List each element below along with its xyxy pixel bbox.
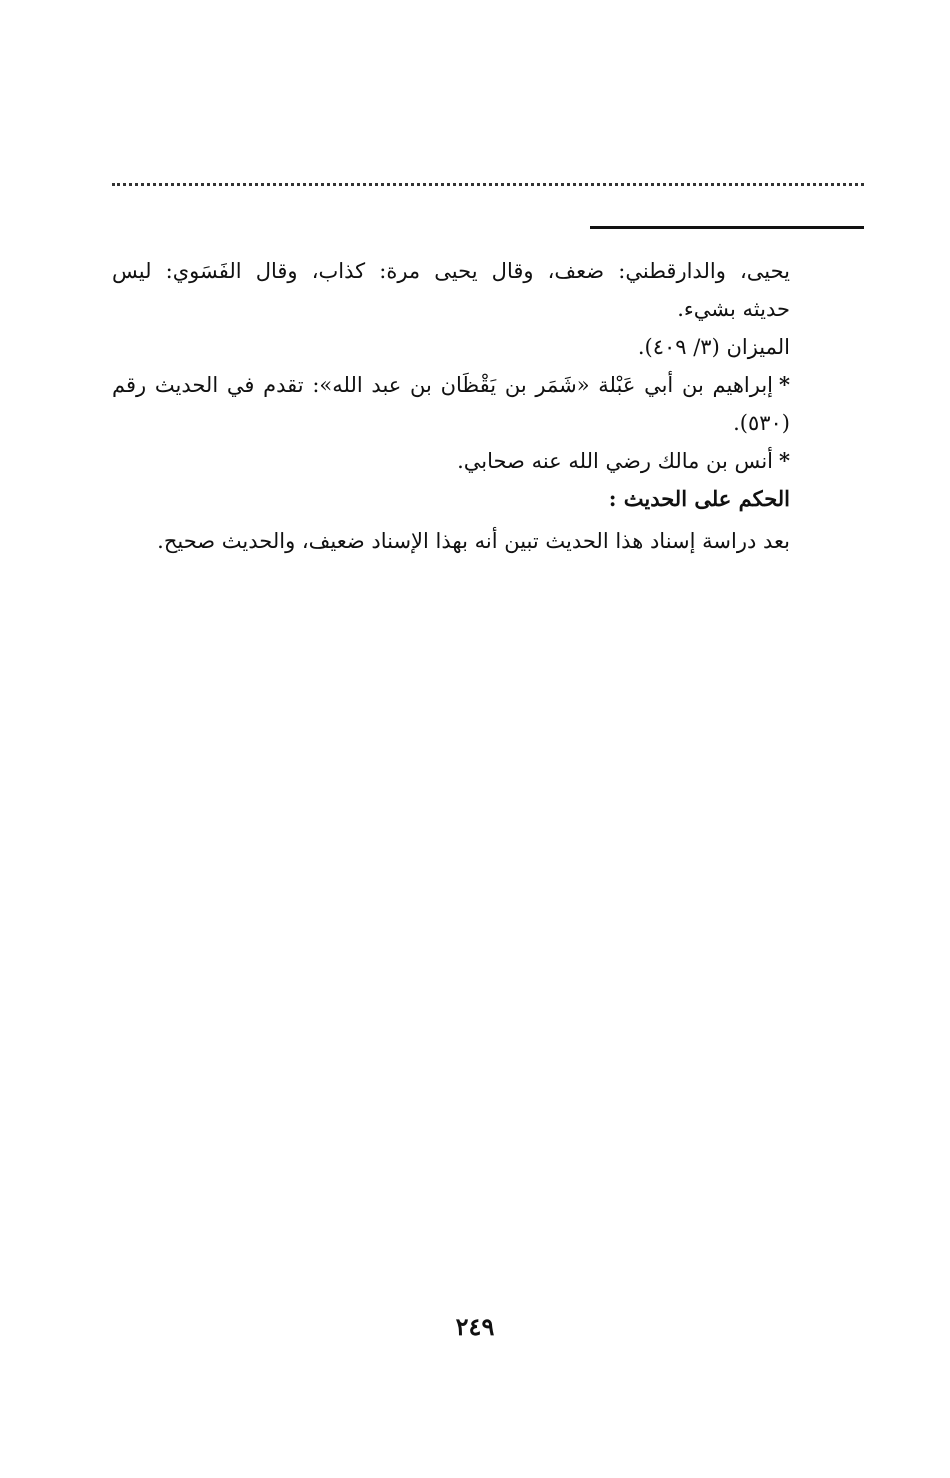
bullet-star-icon: *	[779, 448, 790, 473]
text-line-6	[112, 442, 790, 480]
bullet-star-icon: *	[779, 372, 790, 397]
dotted-separator	[112, 183, 864, 186]
section-heading: الحكم على الحديث :	[608, 486, 790, 511]
text-line-2: حديثه بشيء.	[677, 297, 790, 321]
text-line-4-body: إبراهيم بن أبي عَبْلة «شَمَر بن يَقْظَان بن عبد الله»: تقدم في الحديث رقم	[112, 373, 774, 397]
text-line-6-body: أنس بن مالك رضي الله عنه صحابي.	[457, 449, 774, 473]
text-block	[112, 252, 790, 560]
page-number: ٢٤٩	[455, 1312, 495, 1341]
text-line-1: يحيى، والدارقطني: ضعف، وقال يحيى مرة: كذاب، وقال الفَسَوي: ليس	[112, 259, 790, 283]
section-rule	[590, 226, 864, 229]
text-line-5: (٥٣٠).	[733, 411, 790, 435]
text-line-4	[112, 366, 790, 404]
text-line-3: الميزان (٣/ ٤٠٩).	[637, 335, 790, 359]
text-line-7: بعد دراسة إسناد هذا الحديث تبين أنه بهذا الإسناد ضعيف، والحديث صحيح.	[157, 529, 790, 553]
